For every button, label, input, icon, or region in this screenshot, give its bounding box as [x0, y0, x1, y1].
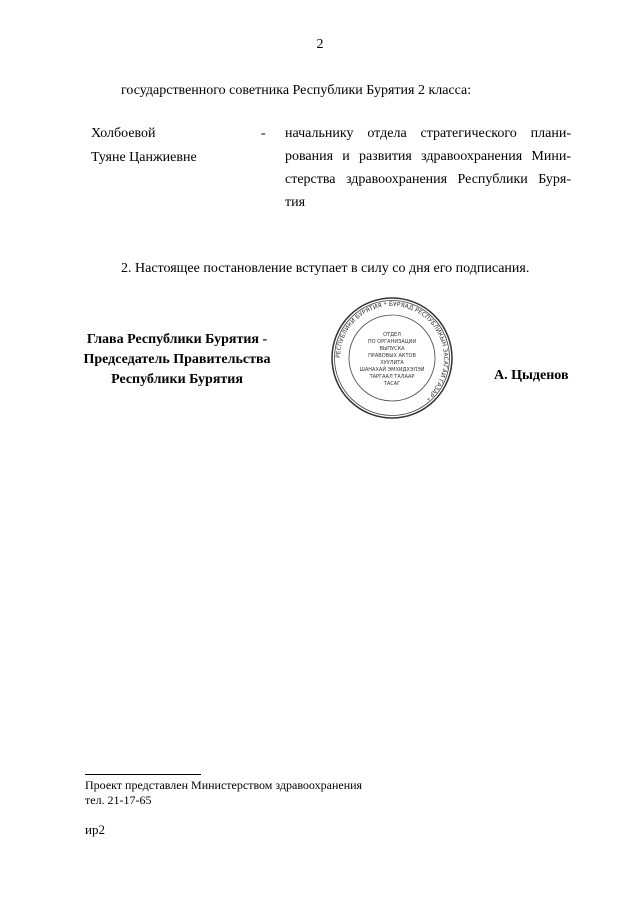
position-line: рования и развития здравоохранения Мини-: [285, 149, 571, 164]
signatory-title-line: Председатель Правительства: [83, 352, 271, 367]
seal-center-line: ВЫПУСКА: [379, 346, 405, 352]
official-seal: [330, 296, 454, 420]
position-line: начальнику отдела стратегического плани-: [285, 126, 571, 141]
appointee-position: [285, 122, 571, 214]
seal-center-line: ШАНАХАЙ ЭМХИДХЭЛЭЙ: [359, 367, 425, 373]
seal-center-line: ТАРГААЛ ТАЛААР: [369, 374, 415, 380]
seal-ring-text: РЕСПУБЛИКИ БУРЯТИЯ * БУРЯАД РЕСПУБЛИКЫН ЗАСАГАЙ ГАЗАР *: [334, 300, 450, 402]
position-line: тия: [285, 195, 306, 210]
clause-2: 2. Настоящее постановление вступает в силу со дня его подписания.: [121, 261, 530, 276]
signatory-title-line: Глава Республики Бурятия -: [86, 332, 268, 347]
intro-line: государственного советника Республики Бурятия 2 класса:: [121, 83, 472, 98]
seal-center-line: ПРАВОВЫХ АКТОВ: [368, 353, 416, 359]
seal-center-line: ПО ОРГАНИЗАЦИИ: [367, 339, 417, 345]
appointee-surname: Холбоевой: [91, 126, 156, 141]
seal-center-line: ХУУЛИТА: [380, 360, 404, 366]
signatory-title-line: Республики Бурятия: [111, 372, 243, 387]
document-code: ир2: [85, 822, 105, 837]
page-number: 2: [316, 37, 324, 52]
signatory-title: [62, 330, 292, 390]
footnote-divider: [85, 774, 201, 775]
footnote-phone: тел. 21-17-65: [85, 793, 152, 807]
seal-center-line: ТАСАГ: [383, 381, 401, 387]
footnote-line: Проект представлен Министерством здравоохранения: [85, 778, 363, 792]
position-line: стерства здравоохранения Республики Буря-: [285, 172, 571, 187]
appointee-given-names: Туяне Цанжиевне: [91, 150, 197, 165]
appointee-dash: -: [261, 126, 266, 141]
seal-center-line: ОТДЕЛ: [383, 332, 401, 338]
appointee-name: [91, 122, 197, 170]
signatory-name: А. Цыденов: [494, 368, 569, 383]
